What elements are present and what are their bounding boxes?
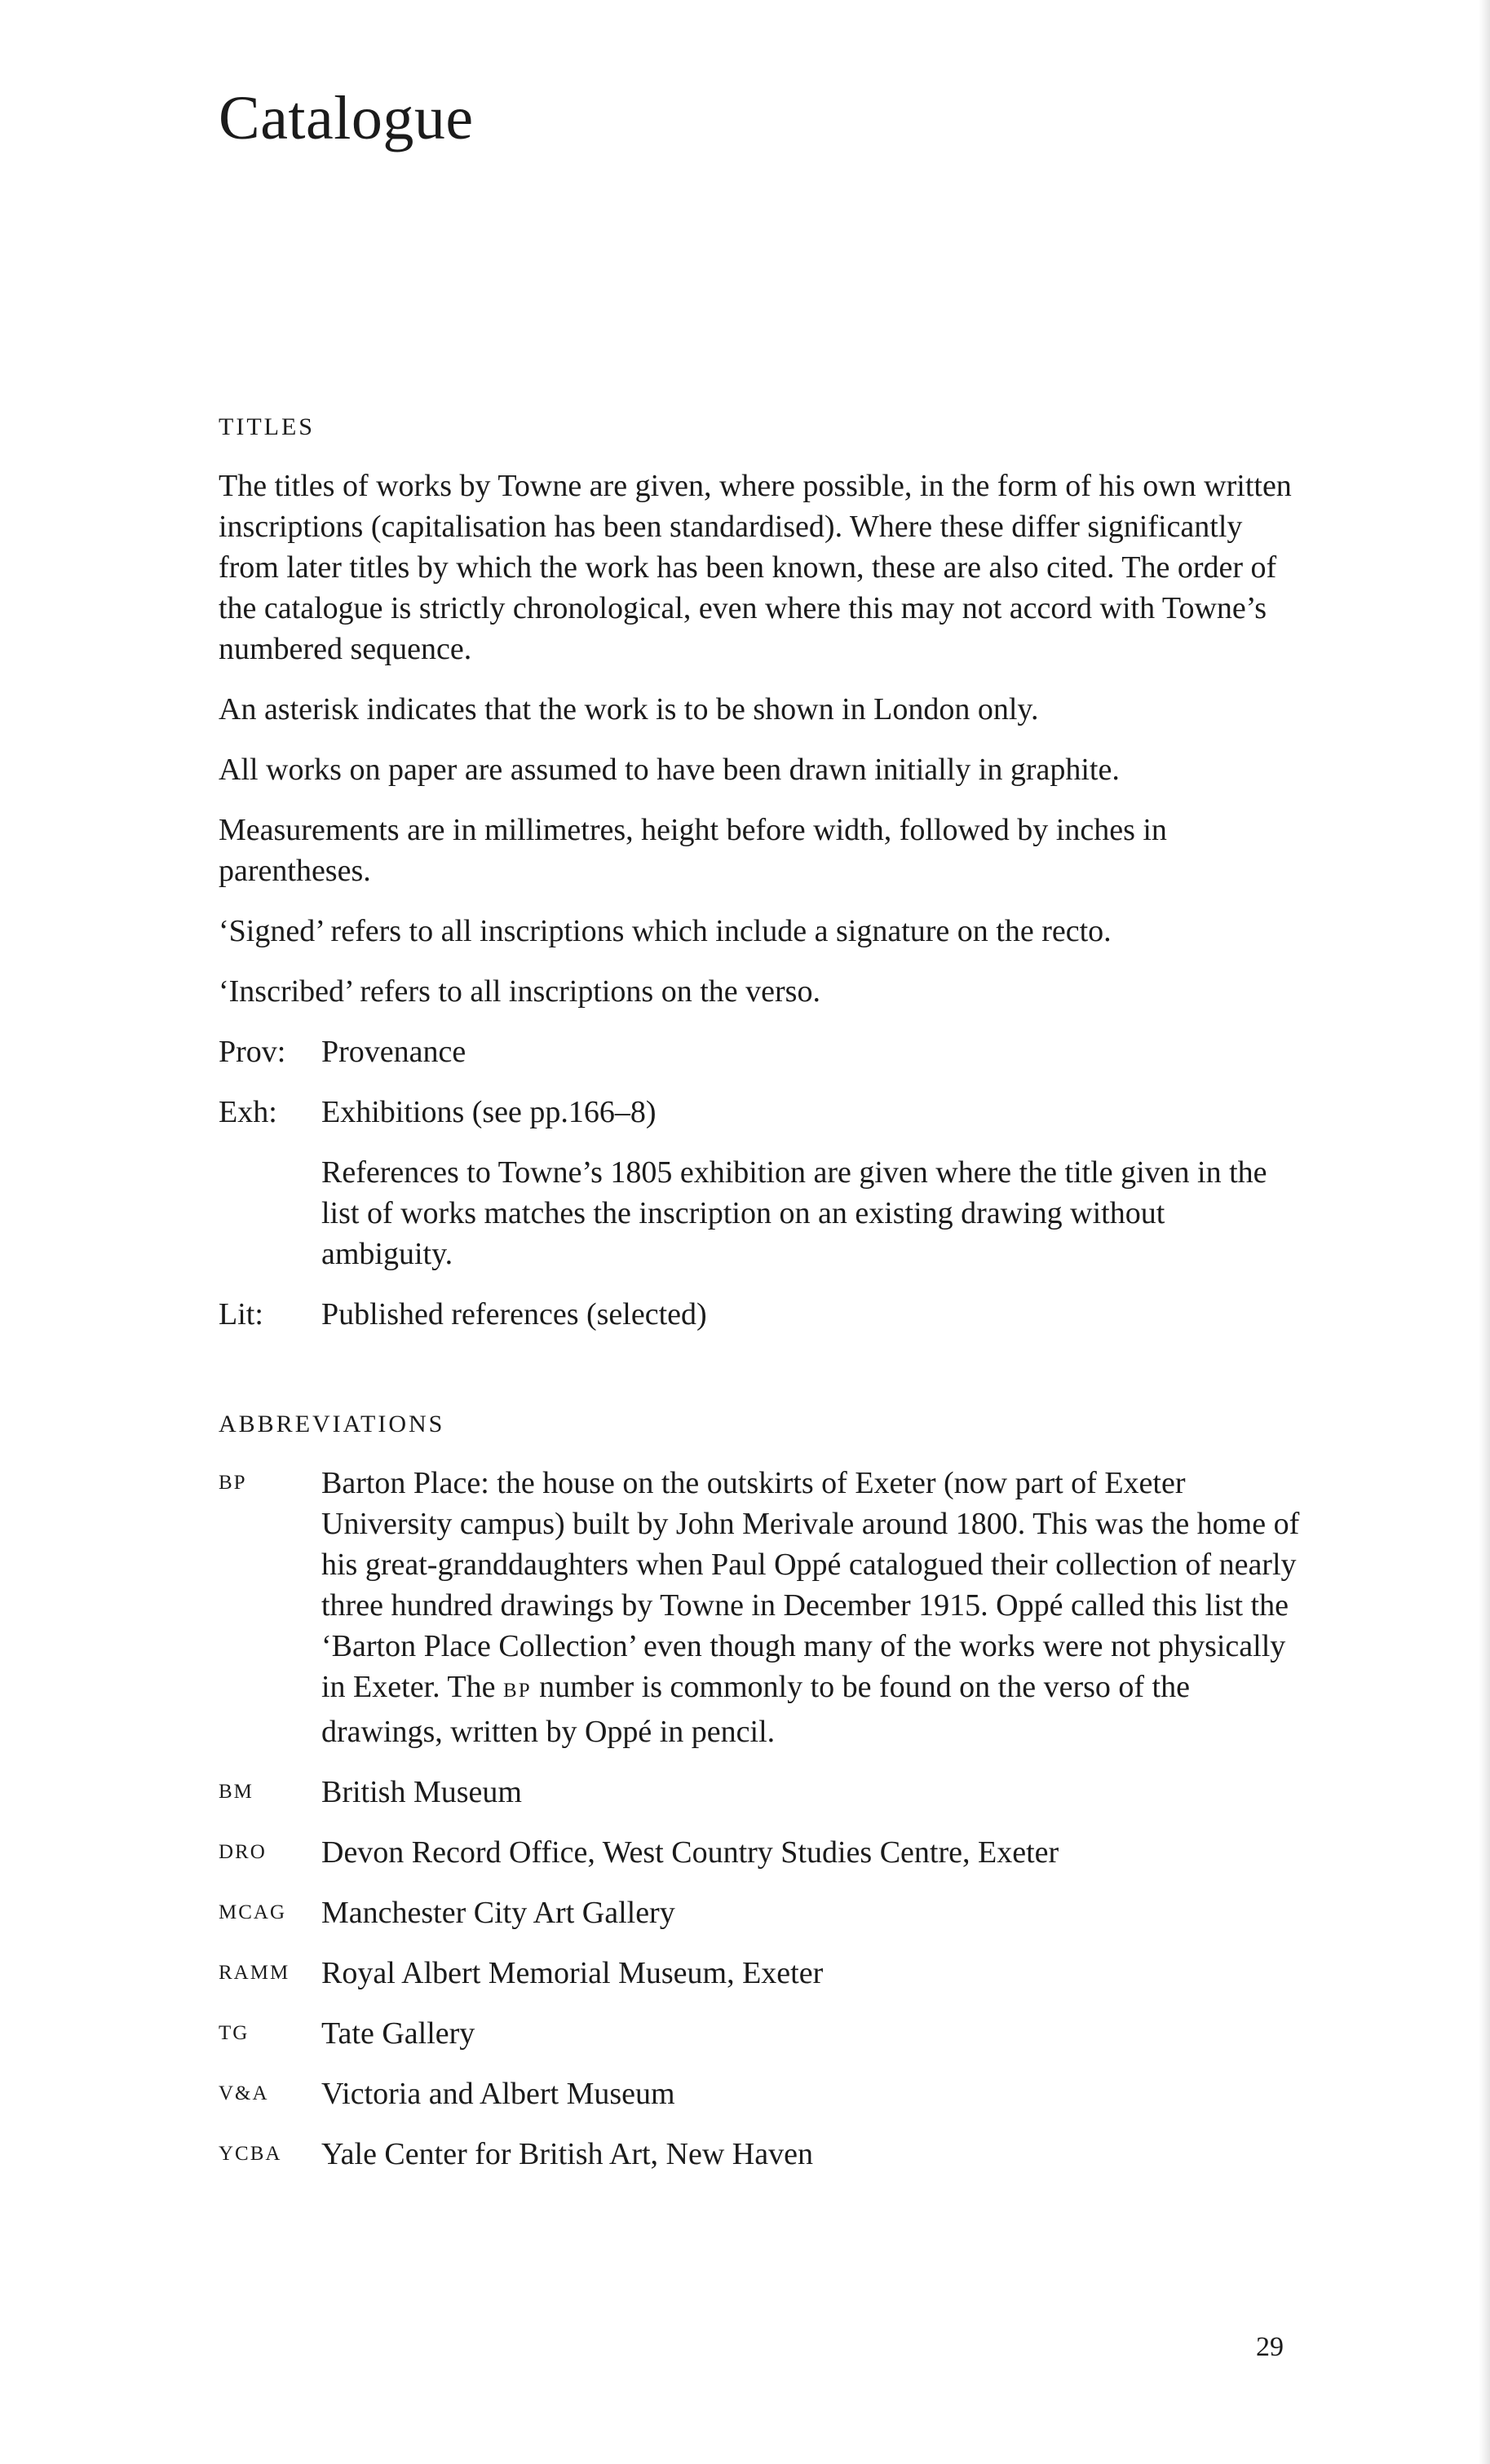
abbreviation-description: Manchester City Art Gallery xyxy=(321,1896,675,1930)
lit-definition: Published references (selected) xyxy=(321,1297,707,1331)
asterisk-paragraph: An asterisk indicates that the work is to be shown in London only. xyxy=(219,692,1039,726)
graphite-paragraph: All works on paper are assumed to have been drawn initially in graphite. xyxy=(219,753,1120,787)
abbreviation-description xyxy=(321,1463,1303,1752)
exh-definition: Exhibitions (see pp.166–8) xyxy=(321,1095,657,1129)
lit-term: Lit: xyxy=(219,1297,263,1331)
abbreviation-code: V&A xyxy=(219,2082,269,2104)
abbreviations-heading: ABBREVIATIONS xyxy=(219,1411,445,1437)
abbreviation-code: BP xyxy=(219,1472,247,1494)
abbreviation-description: British Museum xyxy=(321,1775,522,1809)
abbreviation-entry-ramm xyxy=(219,1953,1303,1994)
exh-entry xyxy=(219,1092,1303,1133)
abbreviation-code: TG xyxy=(219,2022,250,2044)
measurements-paragraph: Measurements are in millimetres, height before width, followed by inches in parentheses. xyxy=(219,813,1167,888)
page-number: 29 xyxy=(1256,2332,1284,2362)
titles-section xyxy=(219,466,1303,1354)
prov-term: Prov: xyxy=(219,1035,286,1069)
page-title: Catalogue xyxy=(219,84,474,152)
abbreviation-code: BM xyxy=(219,1781,254,1803)
abbreviation-entry-tg xyxy=(219,2013,1303,2054)
abbreviations-list xyxy=(219,1463,1303,2194)
inscribed-paragraph: ‘Inscribed’ refers to all inscriptions on the verso. xyxy=(219,974,820,1009)
abbreviation-description: Devon Record Office, West Country Studies Centre, Exeter xyxy=(321,1835,1059,1870)
abbreviation-description: Royal Albert Memorial Museum, Exeter xyxy=(321,1956,824,1990)
signed-paragraph: ‘Signed’ refers to all inscriptions which include a signature on the recto. xyxy=(219,914,1112,948)
bp-inline-code: BP xyxy=(503,1680,532,1702)
bp-text-before: Barton Place: the house on the outskirts of Exeter (now part of Exeter University campus) built by John Merivale around 1800. This was the home of his great-granddaughters when Paul Oppé catalogued their collection of nearly three hundred drawings by Towne in December 1915. Oppé called this list the ‘Barton Place Collection’ even though many of the works were not physically in Exeter. The xyxy=(321,1466,1300,1704)
abbreviation-description: Yale Center for British Art, New Haven xyxy=(321,2137,813,2171)
lit-entry xyxy=(219,1294,1303,1335)
abbreviation-entry-bm xyxy=(219,1772,1303,1813)
abbreviation-code: MCAG xyxy=(219,1901,287,1923)
prov-definition: Provenance xyxy=(321,1035,466,1069)
titles-heading: TITLES xyxy=(219,413,315,440)
abbreviation-entry-mcag xyxy=(219,1892,1303,1933)
abbreviation-description: Tate Gallery xyxy=(321,2016,475,2051)
scan-edge-shadow xyxy=(1479,0,1490,2464)
bp-text-after: number is commonly to be found on the verso of the drawings, written by Oppé in pencil. xyxy=(321,1670,1190,1749)
exh-term: Exh: xyxy=(219,1095,277,1129)
abbreviation-description: Victoria and Albert Museum xyxy=(321,2077,675,2111)
titles-paragraph: The titles of works by Towne are given, where possible, in the form of his own written inscriptions (capitalisation has been standardised). Where these differ significantly from later titles by which the work has been known, these are also cited. The order of the catalogue is strictly chronological, even where this may not accord with Towne’s numbered sequence. xyxy=(219,469,1292,666)
abbreviation-entry-dro xyxy=(219,1832,1303,1873)
abbreviation-code: RAMM xyxy=(219,1962,290,1984)
prov-entry xyxy=(219,1031,1303,1072)
exh-note: References to Towne’s 1805 exhibition are given where the title given in the list of works matches the inscription on an existing drawing without ambiguity. xyxy=(321,1155,1267,1271)
abbreviation-code: DRO xyxy=(219,1841,267,1863)
abbreviation-entry-va xyxy=(219,2073,1303,2114)
abbreviation-entry-bp xyxy=(219,1463,1303,1752)
abbreviation-entry-ycba xyxy=(219,2134,1303,2175)
abbreviation-code: YCBA xyxy=(219,2143,282,2165)
